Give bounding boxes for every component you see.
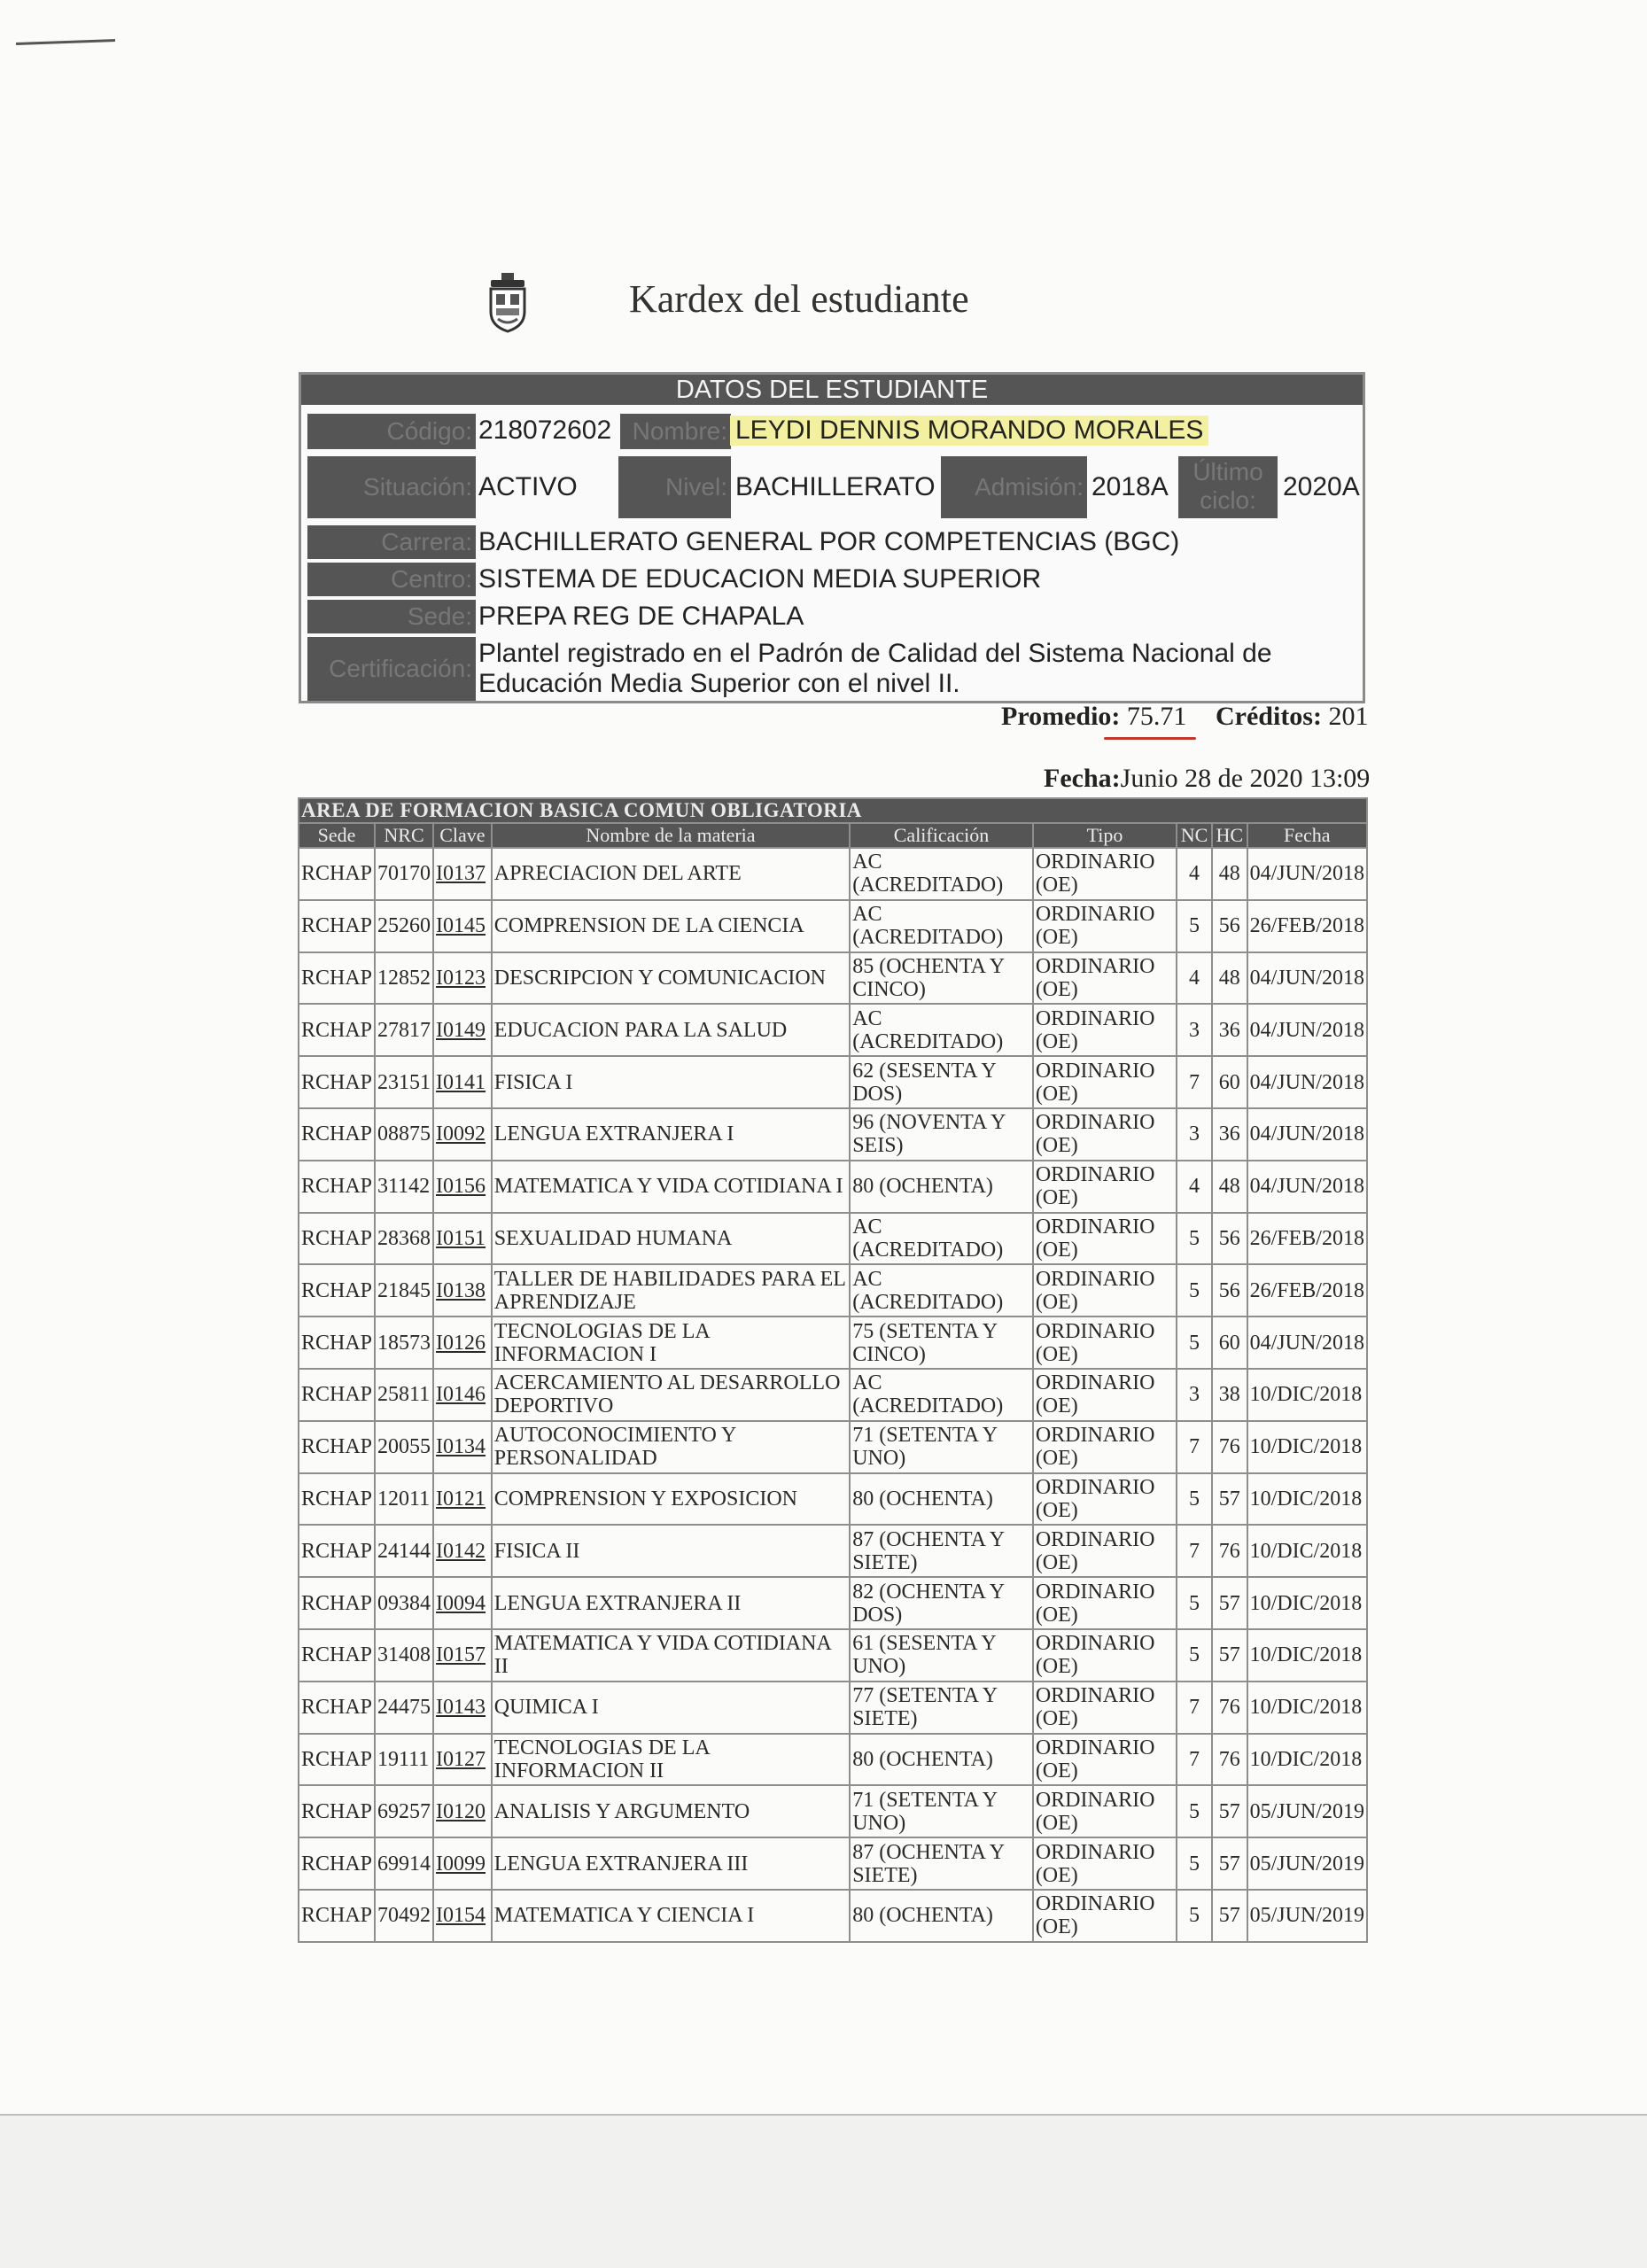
cell-nrc: 24475 bbox=[375, 1682, 433, 1734]
cell-sede: RCHAP bbox=[299, 1161, 375, 1213]
row-carrera bbox=[301, 525, 1363, 559]
cell-clave: I0154 bbox=[433, 1890, 492, 1942]
grade-rows bbox=[299, 848, 1367, 1942]
row-certificacion bbox=[301, 637, 1363, 701]
label-sede: Sede: bbox=[307, 600, 476, 633]
cell-sede: RCHAP bbox=[299, 1837, 375, 1890]
cell-calificacion: AC (ACREDITADO) bbox=[850, 1004, 1033, 1056]
value-centro: SISTEMA DE EDUCACION MEDIA SUPERIOR bbox=[478, 564, 1042, 594]
cell-calificacion: 87 (OCHENTA Y SIETE) bbox=[850, 1525, 1033, 1577]
label-ultimo-ciclo: Último ciclo: bbox=[1178, 456, 1278, 518]
cell-materia: LENGUA EXTRANJERA III bbox=[492, 1837, 850, 1890]
cell-hc: 56 bbox=[1212, 1213, 1247, 1265]
cell-hc: 76 bbox=[1212, 1525, 1247, 1577]
creditos bbox=[1216, 702, 1368, 732]
cell-tipo: ORDINARIO (OE) bbox=[1033, 1629, 1177, 1682]
table-row bbox=[299, 848, 1367, 900]
scanner-background bbox=[0, 2116, 1647, 2268]
label-certificacion: Certificación: bbox=[307, 637, 476, 701]
cell-hc: 57 bbox=[1212, 1577, 1247, 1629]
cell-fecha: 26/FEB/2018 bbox=[1247, 1213, 1367, 1265]
cell-sede: RCHAP bbox=[299, 1577, 375, 1629]
cell-calificacion: 80 (OCHENTA) bbox=[850, 1890, 1033, 1942]
cell-clave: I0157 bbox=[433, 1629, 492, 1682]
cell-fecha: 04/JUN/2018 bbox=[1247, 1161, 1367, 1213]
promedio-pen-underline bbox=[1104, 737, 1196, 740]
cell-tipo: ORDINARIO (OE) bbox=[1033, 952, 1177, 1005]
cell-clave: I0121 bbox=[433, 1473, 492, 1526]
cell-nrc: 70170 bbox=[375, 848, 433, 900]
cell-calificacion: 71 (SETENTA Y UNO) bbox=[850, 1785, 1033, 1837]
col-fecha: Fecha bbox=[1247, 823, 1367, 848]
table-row bbox=[299, 1525, 1367, 1577]
cell-calificacion: 80 (OCHENTA) bbox=[850, 1473, 1033, 1526]
cell-nrc: 24144 bbox=[375, 1525, 433, 1577]
table-row bbox=[299, 1577, 1367, 1629]
promedio-value: 75.71 bbox=[1126, 702, 1187, 731]
cell-calificacion: 61 (SESENTA Y UNO) bbox=[850, 1629, 1033, 1682]
cell-sede: RCHAP bbox=[299, 900, 375, 952]
cell-fecha: 04/JUN/2018 bbox=[1247, 1004, 1367, 1056]
row-sede bbox=[301, 600, 1363, 633]
row-centro bbox=[301, 563, 1363, 596]
cell-clave: I0099 bbox=[433, 1837, 492, 1890]
cell-fecha: 10/DIC/2018 bbox=[1247, 1473, 1367, 1526]
cell-nrc: 70492 bbox=[375, 1890, 433, 1942]
cell-hc: 76 bbox=[1212, 1421, 1247, 1473]
cell-tipo: ORDINARIO (OE) bbox=[1033, 1734, 1177, 1786]
cell-nrc: 69914 bbox=[375, 1837, 433, 1890]
cell-calificacion: AC (ACREDITADO) bbox=[850, 1369, 1033, 1421]
cell-calificacion: 85 (OCHENTA Y CINCO) bbox=[850, 952, 1033, 1005]
cell-clave: I0151 bbox=[433, 1213, 492, 1265]
cell-hc: 57 bbox=[1212, 1473, 1247, 1526]
value-ultimo-ciclo: 2020A bbox=[1283, 472, 1360, 501]
cell-nc: 7 bbox=[1177, 1734, 1212, 1786]
cell-materia: COMPRENSION DE LA CIENCIA bbox=[492, 900, 850, 952]
cell-fecha: 10/DIC/2018 bbox=[1247, 1525, 1367, 1577]
cell-tipo: ORDINARIO (OE) bbox=[1033, 1682, 1177, 1734]
cell-clave: I0126 bbox=[433, 1317, 492, 1369]
cell-sede: RCHAP bbox=[299, 1473, 375, 1526]
cell-tipo: ORDINARIO (OE) bbox=[1033, 1213, 1177, 1265]
cell-calificacion: 82 (OCHENTA Y DOS) bbox=[850, 1577, 1033, 1629]
row-situacion bbox=[301, 456, 1363, 518]
cell-materia: TECNOLOGIAS DE LA INFORMACION II bbox=[492, 1734, 850, 1786]
cell-tipo: ORDINARIO (OE) bbox=[1033, 1577, 1177, 1629]
cell-sede: RCHAP bbox=[299, 1682, 375, 1734]
cell-sede: RCHAP bbox=[299, 848, 375, 900]
value-certificacion-line1: Plantel registrado en el Padrón de Calidad del Sistema Nacional de bbox=[478, 639, 1272, 668]
cell-nc: 5 bbox=[1177, 1837, 1212, 1890]
label-nombre: Nombre: bbox=[620, 414, 731, 449]
cell-fecha: 10/DIC/2018 bbox=[1247, 1369, 1367, 1421]
table-row bbox=[299, 952, 1367, 1005]
cell-fecha: 04/JUN/2018 bbox=[1247, 1108, 1367, 1161]
value-situacion: ACTIVO bbox=[478, 472, 578, 501]
label-nivel: Nivel: bbox=[618, 456, 731, 518]
cell-tipo: ORDINARIO (OE) bbox=[1033, 1056, 1177, 1108]
cell-materia: TECNOLOGIAS DE LA INFORMACION I bbox=[492, 1317, 850, 1369]
cell-tipo: ORDINARIO (OE) bbox=[1033, 1369, 1177, 1421]
cell-calificacion: 80 (OCHENTA) bbox=[850, 1734, 1033, 1786]
cell-materia: DESCRIPCION Y COMUNICACION bbox=[492, 952, 850, 1005]
cell-nc: 5 bbox=[1177, 1213, 1212, 1265]
cell-fecha: 26/FEB/2018 bbox=[1247, 1264, 1367, 1317]
value-admision: 2018A bbox=[1092, 472, 1169, 501]
table-row bbox=[299, 1421, 1367, 1473]
cell-calificacion: 96 (NOVENTA Y SEIS) bbox=[850, 1108, 1033, 1161]
cell-nc: 3 bbox=[1177, 1004, 1212, 1056]
col-nc: NC bbox=[1177, 823, 1212, 848]
cell-nrc: 08875 bbox=[375, 1108, 433, 1161]
cell-hc: 36 bbox=[1212, 1108, 1247, 1161]
cell-hc: 57 bbox=[1212, 1837, 1247, 1890]
cell-tipo: ORDINARIO (OE) bbox=[1033, 848, 1177, 900]
cell-materia: MATEMATICA Y VIDA COTIDIANA I bbox=[492, 1161, 850, 1213]
creditos-label: Créditos: bbox=[1216, 702, 1322, 731]
cell-fecha: 05/JUN/2019 bbox=[1247, 1837, 1367, 1890]
cell-nrc: 21845 bbox=[375, 1264, 433, 1317]
cell-clave: I0143 bbox=[433, 1682, 492, 1734]
cell-sede: RCHAP bbox=[299, 1108, 375, 1161]
cell-fecha: 10/DIC/2018 bbox=[1247, 1682, 1367, 1734]
cell-sede: RCHAP bbox=[299, 1421, 375, 1473]
value-nombre: LEYDI DENNIS MORANDO MORALES bbox=[730, 416, 1208, 446]
cell-fecha: 10/DIC/2018 bbox=[1247, 1734, 1367, 1786]
cell-tipo: ORDINARIO (OE) bbox=[1033, 900, 1177, 952]
cell-sede: RCHAP bbox=[299, 1525, 375, 1577]
table-row bbox=[299, 900, 1367, 952]
cell-nc: 5 bbox=[1177, 1629, 1212, 1682]
value-nivel: BACHILLERATO bbox=[735, 472, 936, 501]
cell-tipo: ORDINARIO (OE) bbox=[1033, 1108, 1177, 1161]
cell-materia: LENGUA EXTRANJERA I bbox=[492, 1108, 850, 1161]
col-materia: Nombre de la materia bbox=[492, 823, 850, 848]
cell-hc: 76 bbox=[1212, 1734, 1247, 1786]
cell-hc: 76 bbox=[1212, 1682, 1247, 1734]
cell-materia: AUTOCONOCIMIENTO Y PERSONALIDAD bbox=[492, 1421, 850, 1473]
cell-materia: ACERCAMIENTO AL DESARROLLO DEPORTIVO bbox=[492, 1369, 850, 1421]
cell-clave: I0092 bbox=[433, 1108, 492, 1161]
cell-tipo: ORDINARIO (OE) bbox=[1033, 1161, 1177, 1213]
cell-calificacion: 87 (OCHENTA Y SIETE) bbox=[850, 1837, 1033, 1890]
col-sede: Sede bbox=[299, 823, 375, 848]
cell-calificacion: 75 (SETENTA Y CINCO) bbox=[850, 1317, 1033, 1369]
promedio-label: Promedio: bbox=[1001, 702, 1121, 731]
cell-nrc: 25260 bbox=[375, 900, 433, 952]
cell-clave: I0127 bbox=[433, 1734, 492, 1786]
label-admision: Admisión: bbox=[941, 456, 1087, 518]
cell-tipo: ORDINARIO (OE) bbox=[1033, 1421, 1177, 1473]
col-calificacion: Calificación bbox=[850, 823, 1033, 848]
cell-sede: RCHAP bbox=[299, 1890, 375, 1942]
col-clave: Clave bbox=[433, 823, 492, 848]
cell-nc: 5 bbox=[1177, 900, 1212, 952]
cell-fecha: 05/JUN/2019 bbox=[1247, 1785, 1367, 1837]
col-tipo: Tipo bbox=[1033, 823, 1177, 848]
cell-sede: RCHAP bbox=[299, 1264, 375, 1317]
cell-nrc: 18573 bbox=[375, 1317, 433, 1369]
promedio bbox=[1001, 702, 1186, 732]
cell-nrc: 69257 bbox=[375, 1785, 433, 1837]
cell-clave: I0149 bbox=[433, 1004, 492, 1056]
value-carrera: BACHILLERATO GENERAL POR COMPETENCIAS (BGC) bbox=[478, 527, 1180, 556]
cell-clave: I0094 bbox=[433, 1577, 492, 1629]
cell-clave: I0156 bbox=[433, 1161, 492, 1213]
cell-fecha: 04/JUN/2018 bbox=[1247, 952, 1367, 1005]
label-codigo: Código: bbox=[307, 414, 476, 449]
cell-materia: QUIMICA I bbox=[492, 1682, 850, 1734]
cell-clave: I0141 bbox=[433, 1056, 492, 1108]
cell-hc: 60 bbox=[1212, 1317, 1247, 1369]
cell-tipo: ORDINARIO (OE) bbox=[1033, 1890, 1177, 1942]
area-header: AREA DE FORMACION BASICA COMUN OBLIGATORIA bbox=[299, 798, 1367, 823]
col-nrc: NRC bbox=[375, 823, 433, 848]
cell-sede: RCHAP bbox=[299, 1317, 375, 1369]
fecha-value: Junio 28 de 2020 13:09 bbox=[1120, 764, 1371, 793]
cell-nc: 4 bbox=[1177, 1161, 1212, 1213]
cell-tipo: ORDINARIO (OE) bbox=[1033, 1004, 1177, 1056]
cell-hc: 57 bbox=[1212, 1785, 1247, 1837]
table-row bbox=[299, 1473, 1367, 1526]
cell-calificacion: AC (ACREDITADO) bbox=[850, 848, 1033, 900]
cell-tipo: ORDINARIO (OE) bbox=[1033, 1317, 1177, 1369]
label-situacion: Situación: bbox=[307, 456, 476, 518]
value-sede: PREPA REG DE CHAPALA bbox=[478, 602, 804, 631]
cell-fecha: 04/JUN/2018 bbox=[1247, 848, 1367, 900]
cell-materia: FISICA II bbox=[492, 1525, 850, 1577]
cell-hc: 38 bbox=[1212, 1369, 1247, 1421]
cell-sede: RCHAP bbox=[299, 952, 375, 1005]
cell-materia: FISICA I bbox=[492, 1056, 850, 1108]
cell-nrc: 12011 bbox=[375, 1473, 433, 1526]
cell-clave: I0120 bbox=[433, 1785, 492, 1837]
table-row bbox=[299, 1629, 1367, 1682]
cell-tipo: ORDINARIO (OE) bbox=[1033, 1473, 1177, 1526]
cell-fecha: 04/JUN/2018 bbox=[1247, 1056, 1367, 1108]
table-row bbox=[299, 1890, 1367, 1942]
cell-nrc: 12852 bbox=[375, 952, 433, 1005]
cell-nc: 5 bbox=[1177, 1577, 1212, 1629]
cell-clave: I0134 bbox=[433, 1421, 492, 1473]
cell-fecha: 26/FEB/2018 bbox=[1247, 900, 1367, 952]
cell-hc: 57 bbox=[1212, 1890, 1247, 1942]
report-date bbox=[1044, 764, 1370, 794]
cell-materia: EDUCACION PARA LA SALUD bbox=[492, 1004, 850, 1056]
table-row bbox=[299, 1056, 1367, 1108]
cell-sede: RCHAP bbox=[299, 1004, 375, 1056]
cell-tipo: ORDINARIO (OE) bbox=[1033, 1525, 1177, 1577]
cell-calificacion: 71 (SETENTA Y UNO) bbox=[850, 1421, 1033, 1473]
cell-materia: APRECIACION DEL ARTE bbox=[492, 848, 850, 900]
table-row bbox=[299, 1837, 1367, 1890]
cell-calificacion: AC (ACREDITADO) bbox=[850, 1213, 1033, 1265]
cell-materia: LENGUA EXTRANJERA II bbox=[492, 1577, 850, 1629]
cell-nrc: 23151 bbox=[375, 1056, 433, 1108]
cell-materia: SEXUALIDAD HUMANA bbox=[492, 1213, 850, 1265]
scan-pen-mark bbox=[16, 39, 115, 45]
cell-fecha: 05/JUN/2019 bbox=[1247, 1890, 1367, 1942]
cell-clave: I0142 bbox=[433, 1525, 492, 1577]
cell-nc: 7 bbox=[1177, 1056, 1212, 1108]
cell-hc: 48 bbox=[1212, 952, 1247, 1005]
cell-calificacion: AC (ACREDITADO) bbox=[850, 1264, 1033, 1317]
cell-hc: 56 bbox=[1212, 900, 1247, 952]
table-row bbox=[299, 1682, 1367, 1734]
cell-hc: 57 bbox=[1212, 1629, 1247, 1682]
cell-nrc: 19111 bbox=[375, 1734, 433, 1786]
cell-clave: I0146 bbox=[433, 1369, 492, 1421]
cell-nrc: 27817 bbox=[375, 1004, 433, 1056]
cell-hc: 48 bbox=[1212, 848, 1247, 900]
cell-nc: 5 bbox=[1177, 1785, 1212, 1837]
cell-nrc: 20055 bbox=[375, 1421, 433, 1473]
cell-materia: COMPRENSION Y EXPOSICION bbox=[492, 1473, 850, 1526]
university-crest-icon bbox=[486, 273, 530, 333]
cell-sede: RCHAP bbox=[299, 1369, 375, 1421]
cell-hc: 56 bbox=[1212, 1264, 1247, 1317]
cell-clave: I0123 bbox=[433, 952, 492, 1005]
cell-sede: RCHAP bbox=[299, 1629, 375, 1682]
cell-nc: 7 bbox=[1177, 1682, 1212, 1734]
table-row bbox=[299, 1369, 1367, 1421]
cell-tipo: ORDINARIO (OE) bbox=[1033, 1837, 1177, 1890]
cell-hc: 60 bbox=[1212, 1056, 1247, 1108]
table-row bbox=[299, 1734, 1367, 1786]
cell-nrc: 31142 bbox=[375, 1161, 433, 1213]
column-header-row bbox=[299, 823, 1367, 848]
cell-fecha: 10/DIC/2018 bbox=[1247, 1629, 1367, 1682]
cell-nrc: 25811 bbox=[375, 1369, 433, 1421]
value-certificacion-line2: Educación Media Superior con el nivel II. bbox=[478, 669, 960, 698]
cell-tipo: ORDINARIO (OE) bbox=[1033, 1785, 1177, 1837]
cell-sede: RCHAP bbox=[299, 1785, 375, 1837]
table-row bbox=[299, 1108, 1367, 1161]
fecha-label: Fecha: bbox=[1044, 764, 1121, 793]
cell-fecha: 04/JUN/2018 bbox=[1247, 1317, 1367, 1369]
cell-nc: 7 bbox=[1177, 1525, 1212, 1577]
cell-fecha: 10/DIC/2018 bbox=[1247, 1421, 1367, 1473]
cell-sede: RCHAP bbox=[299, 1213, 375, 1265]
table-row bbox=[299, 1264, 1367, 1317]
cell-nc: 5 bbox=[1177, 1317, 1212, 1369]
cell-nrc: 28368 bbox=[375, 1213, 433, 1265]
cell-sede: RCHAP bbox=[299, 1734, 375, 1786]
student-panel-header: DATOS DEL ESTUDIANTE bbox=[301, 375, 1363, 405]
cell-fecha: 10/DIC/2018 bbox=[1247, 1577, 1367, 1629]
cell-calificacion: 80 (OCHENTA) bbox=[850, 1161, 1033, 1213]
cell-nc: 5 bbox=[1177, 1473, 1212, 1526]
cell-nc: 7 bbox=[1177, 1421, 1212, 1473]
table-row bbox=[299, 1317, 1367, 1369]
cell-nc: 3 bbox=[1177, 1369, 1212, 1421]
cell-calificacion: AC (ACREDITADO) bbox=[850, 900, 1033, 952]
cell-materia: MATEMATICA Y CIENCIA I bbox=[492, 1890, 850, 1942]
cell-materia: MATEMATICA Y VIDA COTIDIANA II bbox=[492, 1629, 850, 1682]
cell-calificacion: 77 (SETENTA Y SIETE) bbox=[850, 1682, 1033, 1734]
cell-tipo: ORDINARIO (OE) bbox=[1033, 1264, 1177, 1317]
cell-nc: 3 bbox=[1177, 1108, 1212, 1161]
cell-nrc: 31408 bbox=[375, 1629, 433, 1682]
table-row bbox=[299, 1004, 1367, 1056]
cell-nc: 5 bbox=[1177, 1890, 1212, 1942]
cell-clave: I0145 bbox=[433, 900, 492, 952]
cell-materia: TALLER DE HABILIDADES PARA EL APRENDIZAJE bbox=[492, 1264, 850, 1317]
cell-nc: 5 bbox=[1177, 1264, 1212, 1317]
cell-nc: 4 bbox=[1177, 848, 1212, 900]
student-data-panel bbox=[299, 372, 1365, 703]
cell-nrc: 09384 bbox=[375, 1577, 433, 1629]
cell-nc: 4 bbox=[1177, 952, 1212, 1005]
cell-hc: 48 bbox=[1212, 1161, 1247, 1213]
grades-table bbox=[298, 797, 1368, 1943]
cell-materia: ANALISIS Y ARGUMENTO bbox=[492, 1785, 850, 1837]
cell-clave: I0138 bbox=[433, 1264, 492, 1317]
label-centro: Centro: bbox=[307, 563, 476, 596]
col-hc: HC bbox=[1212, 823, 1247, 848]
row-codigo bbox=[301, 414, 1363, 449]
cell-hc: 36 bbox=[1212, 1004, 1247, 1056]
value-codigo: 218072602 bbox=[478, 416, 612, 445]
document-title: Kardex del estudiante bbox=[629, 277, 969, 321]
table-row bbox=[299, 1785, 1367, 1837]
cell-clave: I0137 bbox=[433, 848, 492, 900]
table-row bbox=[299, 1161, 1367, 1213]
creditos-value: 201 bbox=[1328, 702, 1369, 731]
table-row bbox=[299, 1213, 1367, 1265]
cell-sede: RCHAP bbox=[299, 1056, 375, 1108]
cell-calificacion: 62 (SESENTA Y DOS) bbox=[850, 1056, 1033, 1108]
label-carrera: Carrera: bbox=[307, 525, 476, 559]
